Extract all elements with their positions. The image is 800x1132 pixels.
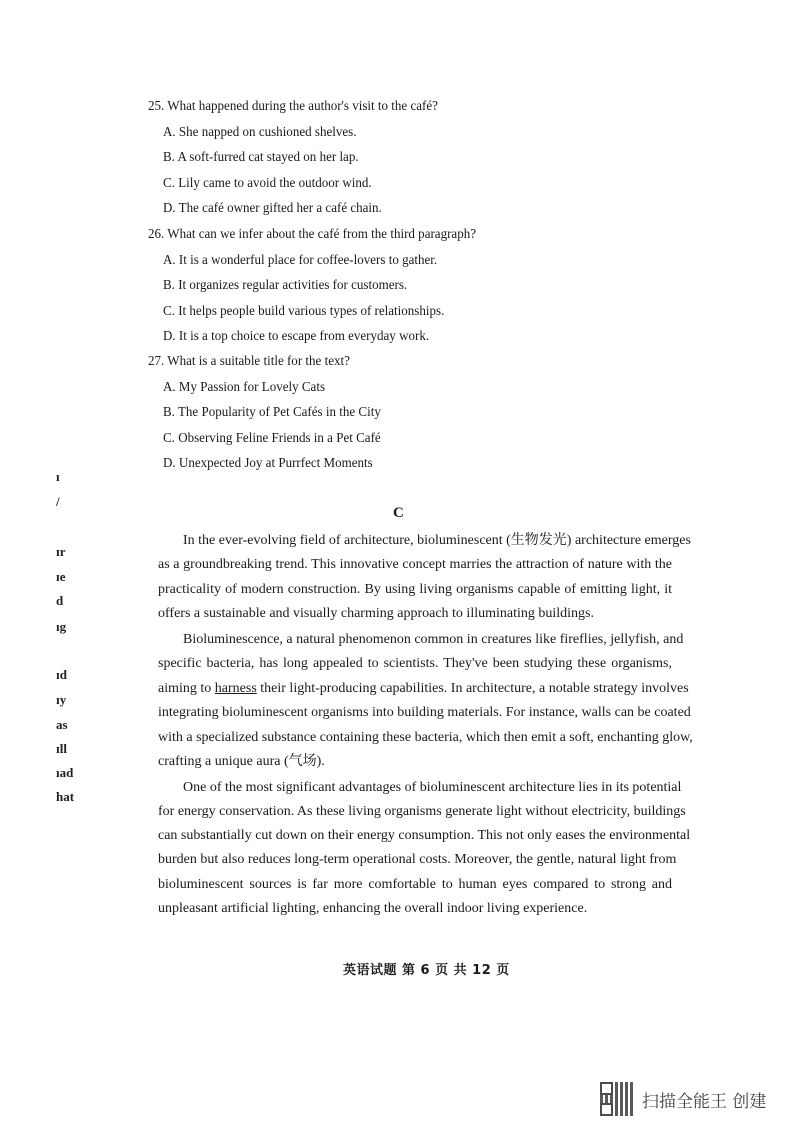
scanner-watermark (600, 1082, 766, 1116)
watermark-text: 扫描全能王 创建 (642, 1091, 767, 1112)
margin-fragment: ıg (56, 619, 67, 634)
margin-fragment: ɪd (56, 667, 67, 682)
answer-option: C. Observing Feline Friends in a Pet Café (163, 430, 381, 446)
passage-line: burden but also reduces long-term operational costs. Moreover, the gentle, natural light from (158, 852, 677, 867)
page-footer: 英语试题 第 6 页 共 12 页 (343, 963, 510, 978)
answer-option: D. It is a top choice to escape from everyday work. (163, 329, 430, 344)
answer-option: D. The café owner gifted her a café chain. (163, 201, 382, 216)
passage-line: In the ever-evolving field of architecture, bioluminescent (生物发光) architecture emerges (183, 533, 691, 548)
passage-line: can substantially cut down on their energy consumption. This not only eases the environmental (158, 828, 691, 843)
margin-fragment: ıad (56, 765, 74, 780)
answer-option: A. It is a wonderful place for coffee-lovers to gather. (163, 252, 438, 268)
margin-fragment: d (56, 593, 64, 608)
margin-fragment: ɪr (56, 544, 66, 559)
answer-option: A. My Passion for Lovely Cats (163, 379, 326, 395)
answer-option: D. Unexpected Joy at Purrfect Moments (163, 456, 373, 471)
passage-line: as a groundbreaking trend. This innovative concept marries the attraction of nature with the (158, 557, 672, 572)
passage-line: integrating bioluminescent organisms into building materials. For instance, walls can be coated (158, 705, 691, 720)
margin-fragment: ı (56, 469, 60, 484)
question-stem: 27. What is a suitable title for the text? (148, 354, 350, 369)
margin-fragment: ɪe (56, 569, 66, 584)
passage-line: crafting a unique aura (气场). (158, 754, 325, 769)
answer-option: C. It helps people build various types of relationships. (163, 303, 445, 319)
answer-option: C. Lily came to avoid the outdoor wind. (163, 175, 372, 191)
passage-line: Bioluminescence, a natural phenomenon common in creatures like fireflies, jellyfish, and (183, 632, 684, 647)
passage-line: unpleasant artificial lighting, enhancing the overall indoor living experience. (158, 901, 588, 916)
answer-option: B. The Popularity of Pet Cafés in the City (163, 405, 381, 420)
question-stem: 25. What happened during the author's visit to the café? (148, 99, 438, 114)
margin-fragment: as (56, 717, 68, 732)
text-segment: their light-producing capabilities. In architecture, a notable strategy involves (256, 681, 689, 696)
margin-fragment: ɪy (56, 692, 67, 707)
answer-option: B. A soft-furred cat stayed on her lap. (163, 150, 359, 165)
answer-option: B. It organizes regular activities for customers. (163, 278, 408, 293)
margin-fragment: hat (56, 789, 75, 804)
answer-option: A. She napped on cushioned shelves. (163, 124, 357, 140)
margin-fragment: ɪll (56, 741, 67, 756)
passage-line: specific bacteria, has long appealed to scientists. They've been studying these organisms, (158, 656, 672, 671)
passage-line: practicality of modern construction. By using living organisms capable of emitting light, it (158, 582, 672, 597)
qr-code-icon (600, 1082, 634, 1116)
passage-line: for energy conservation. As these living organisms generate light without electricity, buildings (158, 804, 686, 819)
passage-line: One of the most significant advantages of bioluminescent architecture lies in its potential (183, 780, 682, 795)
question-stem: 26. What can we infer about the café from the third paragraph? (148, 227, 477, 242)
margin-fragment: / (56, 494, 60, 509)
underlined-word: harness (214, 681, 257, 696)
text-segment: aiming to (158, 681, 215, 696)
passage-line (158, 680, 689, 698)
passage-line: bioluminescent sources is far more comfortable to human eyes compared to strong and (158, 877, 672, 892)
section-heading: C (393, 505, 404, 521)
passage-line: offers a sustainable and visually charming approach to illuminating buildings. (158, 606, 594, 621)
passage-line: with a specialized substance containing these bacteria, which then emit a soft, enchanting glow, (158, 730, 693, 745)
